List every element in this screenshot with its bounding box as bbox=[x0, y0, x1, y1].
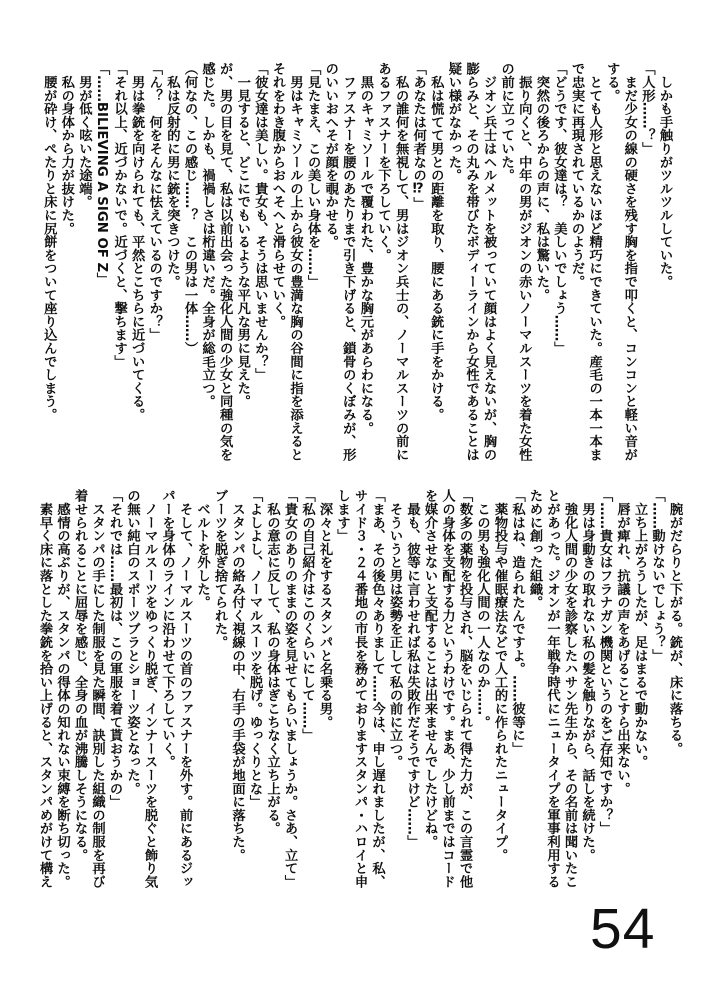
text-block-bottom bbox=[36, 489, 684, 895]
page-number: 54 bbox=[590, 897, 656, 961]
text-line: 「それ以上、近づかないで。近づくと、撃ちます」 bbox=[111, 62, 127, 368]
text-line: 「数多の薬物を投与され、脳をいじられて得た力が、この言霊で他 bbox=[457, 489, 472, 888]
text-line: 一見すると、どこにでもいるような平凡な男に見えた。 bbox=[234, 62, 250, 408]
text-line: この男も強化人間の一人なのか……。 bbox=[474, 489, 490, 729]
text-line: 「よしよし、ノーマルスーツを脱げ。ゆっくりとな」 bbox=[247, 489, 262, 809]
text-line: 私は反射的に男に銃を突きつけた。 bbox=[164, 62, 180, 289]
text-line: ベルトを外した。 bbox=[194, 489, 210, 609]
text-line: スタンパの手にした制服を見た瞬間、訣別した組織の制服を再び bbox=[89, 489, 105, 888]
text-line: まだ少女の線の硬さを残す胸を指で叩くと、コンコンと軽い音が bbox=[621, 62, 637, 461]
text-line: ノーマルスーツをゆっくり脱ぎ、インナースーツを脱ぐと飾り気 bbox=[142, 489, 157, 888]
text-line: （何なの、この感じ……？ この男は一体……） bbox=[181, 62, 197, 355]
text-line: 「それでは……最初は、この軍服を着て貰おうかの」 bbox=[107, 489, 122, 809]
text-line: を媒介させないと支配することは出来ませんでしたけどね。 bbox=[422, 489, 437, 849]
text-line: 薬物投与や催眠療法などで人工的に作られたニュータイプ。 bbox=[492, 489, 507, 862]
text-line: のいいおへそが顔を覗かせる。 bbox=[322, 62, 338, 249]
text-line: 振り向くと、中年の男がジオンの赤いノーマルスーツを着た女性 bbox=[516, 62, 532, 461]
text-line: 男は身動きの取れない私の髪を触りながら、話しを続けた。 bbox=[579, 489, 595, 862]
text-line: 素早く床に落とした拳銃を拾い上げると、スタンパめがけて構え bbox=[37, 489, 52, 888]
text-line: 腕がだらりと下がる。銃が、床に落ちる。 bbox=[667, 489, 682, 755]
text-line: そして、ノーマルスーツの首のファスナーを外す。前にあるジッ bbox=[177, 489, 192, 888]
text-line: 腰が砕け、ぺたりと床に尻餅をついて座り込んでしまう。 bbox=[41, 62, 57, 422]
text-line: ジオン兵士はヘルメットを被っていて顔はよく見えないが、胸の bbox=[481, 62, 497, 461]
text-line: 感情の高ぶりが、スタンパの得体の知れない束縛を断ち切った。 bbox=[54, 489, 70, 888]
text-block-top bbox=[40, 62, 673, 465]
text-line: 私の身体から力が抜けた。 bbox=[58, 62, 74, 235]
text-line: 「見たまえ、この美しい身体を……」 bbox=[305, 62, 321, 289]
text-line: スタンパの絡み付く視線の中、右手の手袋が地面に落ちた。 bbox=[229, 489, 245, 862]
text-line: サイド３・２４番地の市長を務めておりますスタンパ・ハロイと申 bbox=[352, 489, 367, 888]
text-line: が、男の目を見て、私は以前出会った強化人間の少女と同種の気を bbox=[217, 62, 233, 461]
text-line: 「彼女達は美しい。貴女も、そうは思いませんか？」 bbox=[252, 62, 268, 382]
text-line: しかも手触りがツルツルしていた。 bbox=[657, 62, 672, 289]
text-line: 立ち上がろうしたが、足はまるで動かない。 bbox=[632, 489, 647, 769]
text-line: 「私はね、造られたんですよ。……彼等に」 bbox=[509, 489, 525, 755]
text-line: 男は拳銃を向けられても、平然とこちらに近づいてくる。 bbox=[129, 62, 145, 422]
text-line: 私は慌てて男との距離を取り、腰にある銃に手をかける。 bbox=[428, 62, 444, 422]
text-line: 私の意志に反して、私の身体はぎこちなく立ち上がる。 bbox=[264, 489, 280, 835]
text-line: 黒のキャミソールで覆われた、豊かな胸元があらわになる。 bbox=[357, 62, 373, 435]
text-line: そういうと男は姿勢を正して私の前に立つ。 bbox=[387, 489, 402, 769]
text-line: 「どうです、彼女達は？ 美しいでしょう……」 bbox=[551, 62, 567, 355]
text-line: 私の誰何を無視して、男はジオン兵士の、ノーマルスーツの前に bbox=[393, 62, 409, 461]
text-line: の前に立っていた。 bbox=[498, 62, 514, 182]
text-line: 「私の自己紹介はこのくらいにして……」 bbox=[299, 489, 315, 742]
text-line: ブーツを脱ぎ捨てられた。 bbox=[212, 489, 227, 649]
text-line: 深々と礼をするスタンパと名乗る男。 bbox=[317, 489, 332, 729]
text-line: 「……貴女はフラナガン機関というのをご存知ですか？」 bbox=[597, 489, 612, 835]
text-line: あるファスナーを下ろしていく。 bbox=[375, 62, 391, 262]
text-line: 膨らみと、その丸みを帯びたボディーラインから女性であることは bbox=[463, 62, 479, 461]
text-line: の無い純白のスポーツブラとショーツ姿となった。 bbox=[124, 489, 140, 795]
text-line: ファスナーを腰のあたりまで引き下げると、鎖骨のくぼみが、形 bbox=[340, 62, 356, 461]
text-line: 「……BILIEVING A SIGN OF Z」 bbox=[94, 62, 109, 286]
text-line: 強化人間の少女を診察したハサン先生から、その名前は聞いたこ bbox=[562, 489, 577, 888]
text-line: 着せられることに屈辱を感じ、全身の血が沸騰しそうになる。 bbox=[72, 489, 87, 862]
text-line: 疑い様がなかった。 bbox=[445, 62, 461, 182]
text-line: します」 bbox=[334, 489, 350, 543]
text-line: 男が低く呟いた途端。 bbox=[76, 62, 92, 209]
text-line: 「人形……？」 bbox=[639, 62, 655, 156]
text-line: 「貴女のありのままの姿を見せてもらいましょうか。さあ、立て」 bbox=[282, 489, 297, 888]
text-line: 男はキャミソールの上から彼女の豊満な胸の谷間に指を添えると bbox=[287, 62, 303, 461]
text-line: パーを身体のラインに沿わせて下ろしていく。 bbox=[159, 489, 175, 769]
text-line: とがあった。ジオンが一年戦争時代にニュータイプを軍事利用する bbox=[544, 489, 560, 888]
text-line: 突然の後ろからの声に、私は驚いた。 bbox=[533, 62, 549, 302]
text-line: 「……動けないでしょう？」 bbox=[649, 489, 665, 662]
text-line: 感じた。しかも、禍禍しさは桁違いだ。全身が総毛立つ。 bbox=[199, 62, 215, 408]
text-line: 最も、彼等に言わせれば私は失敗作だそうですけど……」 bbox=[404, 489, 420, 849]
text-line: とても人形と思えないほど精巧にできていた。産毛の一本一本ま bbox=[586, 62, 602, 461]
text-line: 唇が痺れ、抗議の声をあげることすら出来ない。 bbox=[614, 489, 630, 795]
text-line: それをわき腹からおへそへと滑らせていく。 bbox=[269, 62, 285, 328]
text-line: 「まあ、その後色々ありまして……今は、申し遅れましたが、私、 bbox=[369, 489, 385, 888]
text-line: で忠実に再現されているかのようだ。 bbox=[569, 62, 585, 289]
text-line: する。 bbox=[604, 62, 620, 102]
text-line: 「あなたは何者なの⁉」 bbox=[410, 62, 426, 210]
text-line: 人の身体を支配する力というわけです。まあ、少し前まではコード bbox=[439, 489, 455, 888]
text-line: ために創った組織。 bbox=[527, 489, 542, 609]
text-line: 「ん？ 何をそんなに怯えているのですか？」 bbox=[146, 62, 162, 342]
